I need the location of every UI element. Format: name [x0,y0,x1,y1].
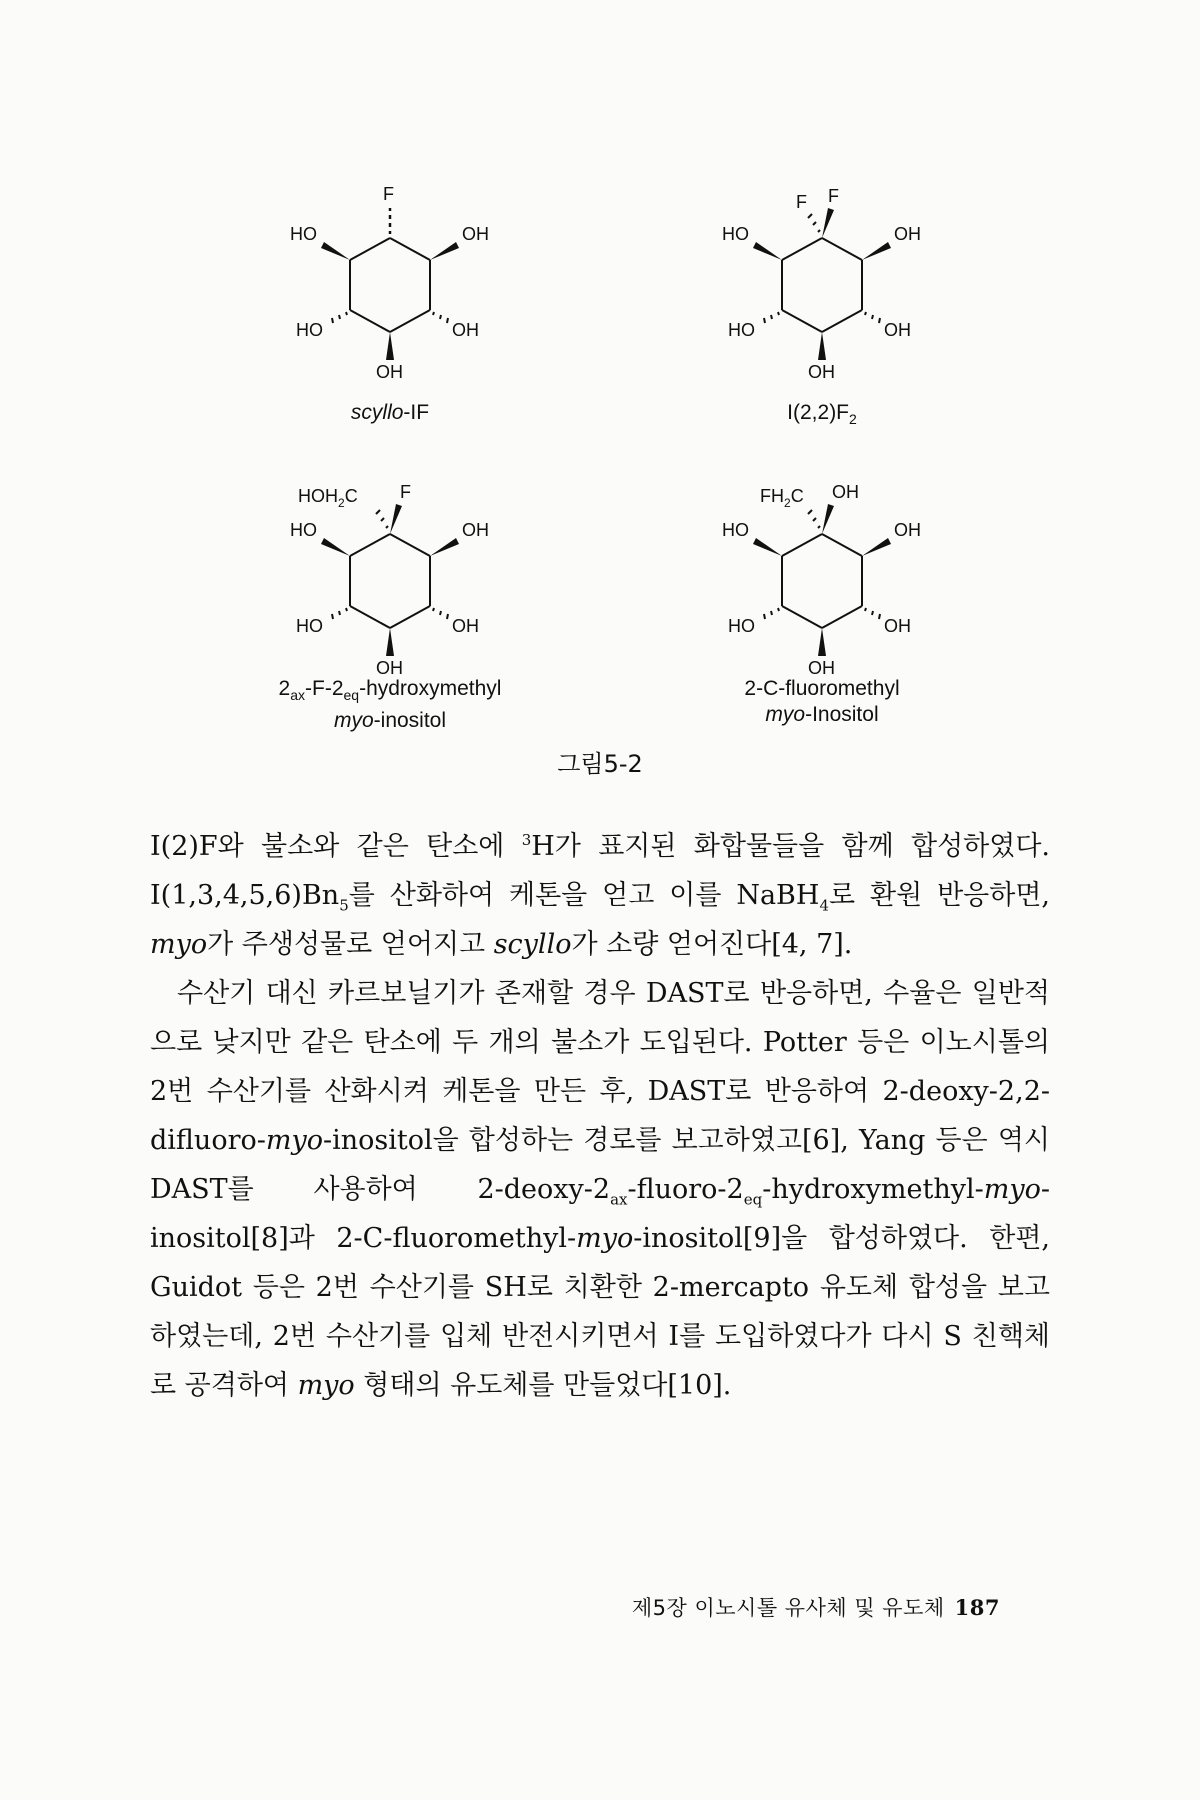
label-ho: HO [290,224,317,244]
body-text [150,822,1050,1410]
label-ho: HO [296,320,323,340]
figure-label: 그림5-2 [557,750,643,778]
label-f: F [400,482,411,502]
structure-i22f2 [662,178,982,382]
label-oh: OH [884,616,911,636]
label-oh: OH [452,616,479,636]
label-oh: OH [832,482,859,502]
paragraph: I(2)F와 불소와 같은 탄소에 $^3$H가 표지된 화합물들을 함께 합성하였다. $I(1,3,4,5,6)Bn_5$를 산화하여 케톤을 얻고 이를 NaBH$_4$로 환원 반응하면, myo가 주생성물로 얻어지고 scyllo가 소량 얻어진다[4, 7]. [150,831,1050,960]
structure-scyllo-if [230,178,550,382]
label-f: F [796,192,807,212]
caption-i22f2: $I(2,2)F_2$ [787,401,857,428]
label-hoh2c: $HOH_2C$ [298,486,358,510]
paragraph: 수산기 대신 카르보닐기가 존재할 경우 DAST로 반응하면, 수율은 일반적으로 낮지만 같은 탄소에 두 개의 불소가 도입된다. Potter 등은 이노시톨의 2번 수산기를 산화시켜 케톤을 만든 후, DAST로 반응하여 2-deoxy-2,2-difluoro-myo-inositol을 합성하는 경로를 보고하였고[6], Yang 등은 역시 DAST를 사용하여 $2-deoxy-2_{ax}-fluoro-2_{eq}-hydroxymethyl-myo-inositol[8]$과 2-C-fluoromethyl-myo-inositol[9]을 합성하였다. 한편, Guidot 등은 2번 수산기를 SH로 치환한 2-mercapto 유도체 합성을 보고하였는데, 2번 수산기를 입체 반전시키면서 I를 도입하였다가 다시 S 친핵체로 공격하여 myo 형태의 유도체를 만들었다[10]. [150,978,1050,1401]
label-oh: OH [376,362,403,382]
label-oh: OH [462,520,489,540]
label-oh: OH [452,320,479,340]
page-number: 187 [954,1595,1000,1620]
label-oh: OH [462,224,489,244]
label-fh2c: $FH_2C$ [760,486,804,510]
running-title: 제5장 이노시톨 유사체 및 유도체 [631,1596,945,1620]
page-footer [632,1592,1000,1622]
label-ho: HO [722,520,749,540]
label-oh: OH [808,362,835,382]
label-ho: HO [728,320,755,340]
label-f: F [828,186,839,206]
label-oh: OH [884,320,911,340]
label-ho: HO [290,520,317,540]
structure-hydroxymethyl-myo-inositol [230,474,550,678]
label-ho: HO [722,224,749,244]
label-oh: OH [894,520,921,540]
caption-scyllo-if: scyllo-IF [350,401,430,424]
label-ho: HO [728,616,755,636]
caption-fluoromethyl-myo-inositol: 2-C-fluoromethyl myo-Inositol [744,677,900,726]
structure-fluoromethyl-myo-inositol [662,474,982,678]
label-f: F [383,184,394,204]
label-ho: HO [296,616,323,636]
label-oh: OH [376,658,403,678]
label-oh: OH [808,658,835,678]
caption-hydroxymethyl-myo-inositol: $2_{ax}-F-2_{eq}$-hydroxymethyl myo-inositol [278,677,502,733]
label-oh: OH [894,224,921,244]
